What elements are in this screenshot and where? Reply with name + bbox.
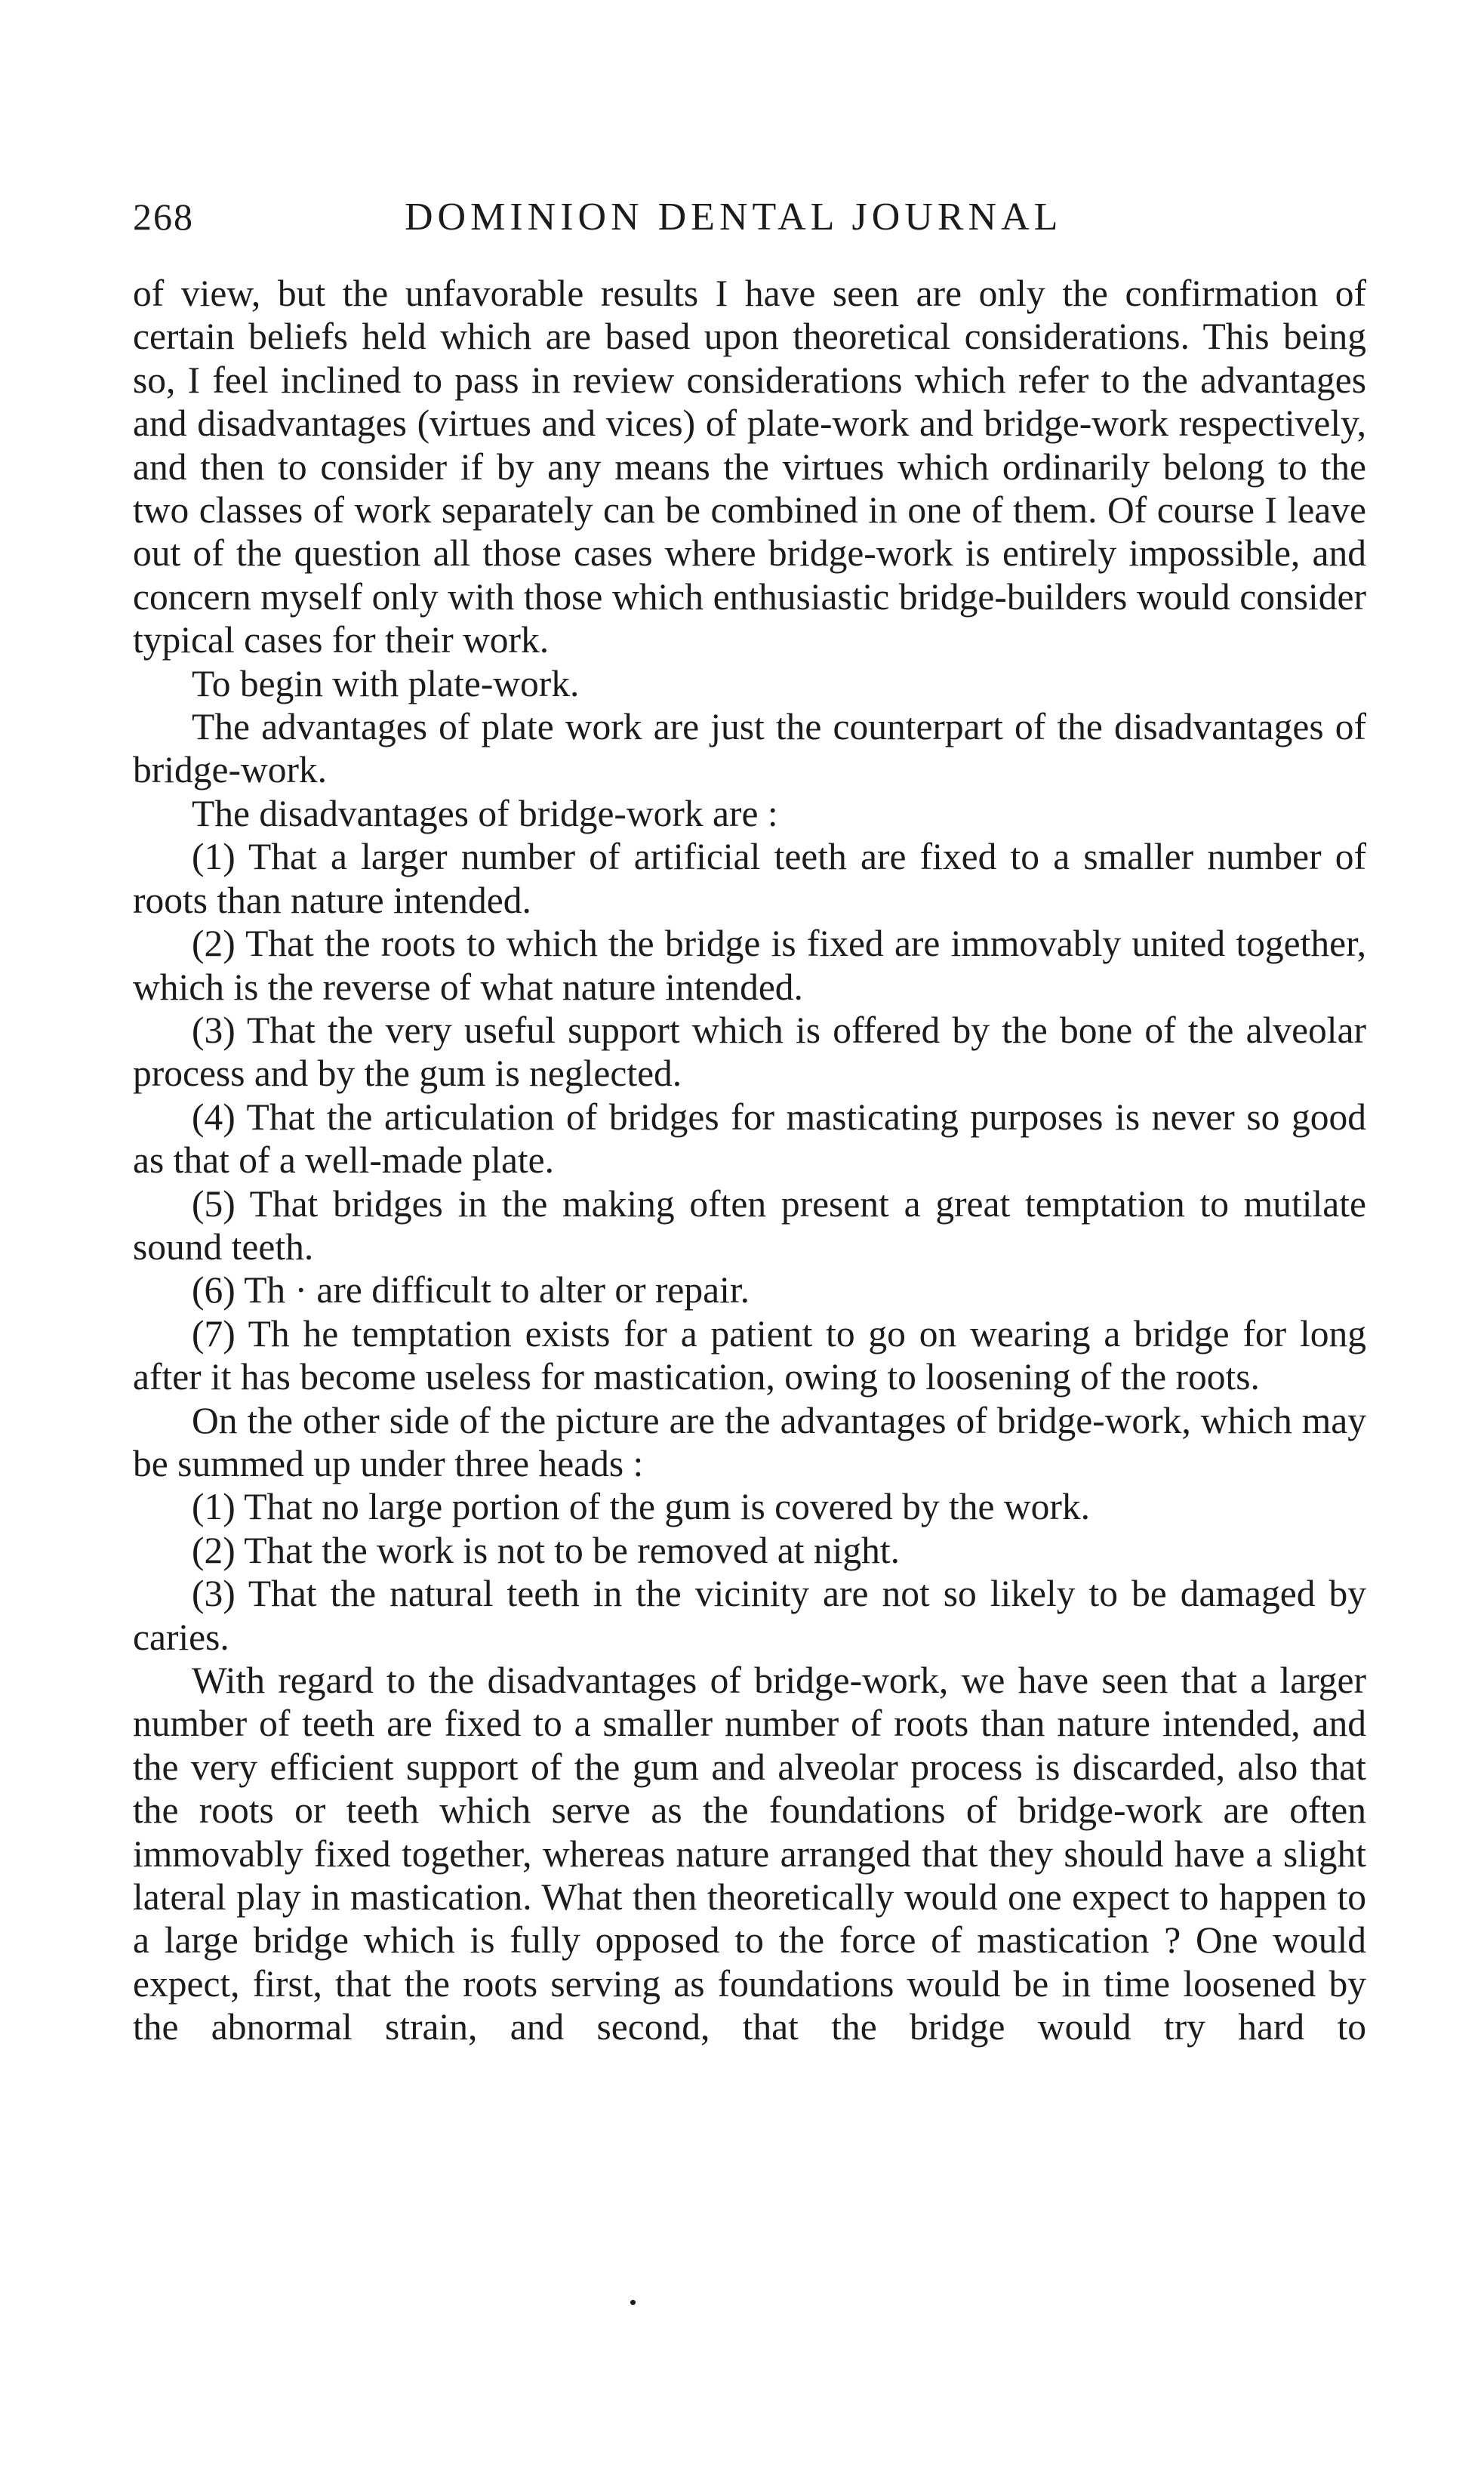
list-item-disadvantage-5: (5) That bridges in the making often present a great temptation to mutilate sound teeth.: [133, 1182, 1366, 1268]
paragraph-advantages-plate: The advantages of plate work are just the counterpart of the disadvantages of bridge-work.: [133, 706, 1366, 791]
list-item-advantage-1: (1) That no large portion of the gum is covered by the work.: [192, 1486, 1091, 1528]
list-item-disadvantage-4: (4) That the articulation of bridges for masticating purposes is never so good as that of a well-made plate.: [133, 1096, 1366, 1182]
page-speck: [630, 2300, 636, 2305]
list-item-disadvantage-6: (6) Th · are difficult to alter or repair.: [192, 1269, 750, 1311]
list-item-disadvantage-7: (7) Th he temptation exists for a patient to go on wearing a bridge for long after it has become useless for mastication, owing to loosening of the roots.: [133, 1312, 1366, 1398]
list-item-disadvantage-1: (1) That a larger number of artificial teeth are fixed to a smaller number of roots than nature intended.: [133, 836, 1366, 921]
journal-title: DOMINION DENTAL JOURNAL: [405, 196, 1063, 239]
list-item-disadvantage-2: (2) That the roots to which the bridge is fixed are immovably united together, which is the reverse of what nature intended.: [133, 923, 1366, 1008]
list-item-disadvantage-3: (3) That the very useful support which is offered by the bone of the alveolar process and by the gum is neglected.: [133, 1009, 1366, 1095]
paragraph-plate-work-intro: To begin with plate-work.: [192, 662, 580, 704]
body-text: [133, 272, 1366, 2049]
paragraph-continuation: of view, but the unfavorable results I have seen are only the confirmation of certain beliefs held which are based upon theoretical considerations. This being so, I feel inclined to pass in review considerations which refer to the advantages and disadvantages (virtues and vices) of plate-work and bridge-work respectively, and then to consider if by any means the virtues which ordinarily belong to the two classes of work separately can be combined in one of them. Of course I leave out of the question all those cases where bridge-work is entirely impossible, and concern myself only with those which enthusiastic bridge-builders would consider typical cases for their work.: [133, 273, 1366, 661]
running-head: [133, 195, 1366, 248]
list-item-advantage-3: (3) That the natural teeth in the vicinity are not so likely to be damaged by caries.: [133, 1573, 1366, 1658]
page-number: 268: [133, 196, 194, 238]
paragraph-advantages-bridge: On the other side of the picture are the advantages of bridge-work, which may be summed up under three heads :: [133, 1399, 1366, 1484]
paragraph-disadvantages-heading: The disadvantages of bridge-work are :: [192, 792, 778, 834]
list-item-advantage-2: (2) That the work is not to be removed at night.: [192, 1529, 901, 1571]
paragraph-discussion: With regard to the disadvantages of bridge-work, we have seen that a larger number of teeth are fixed to a smaller number of roots than nature intended, and the very efficient support of the gum and alveolar process is discarded, also that the roots or teeth which serve as the foundations of bridge-work are often immovably fixed together, whereas nature arranged that they should have a slight lateral play in mastication. What then theoretically would one expect to happen to a large bridge which is fully opposed to the force of mastication ? One would expect, first, that the roots serving as foundations would be in time loosened by the abnormal strain, and second, that the bridge would try hard to: [133, 1660, 1366, 2048]
